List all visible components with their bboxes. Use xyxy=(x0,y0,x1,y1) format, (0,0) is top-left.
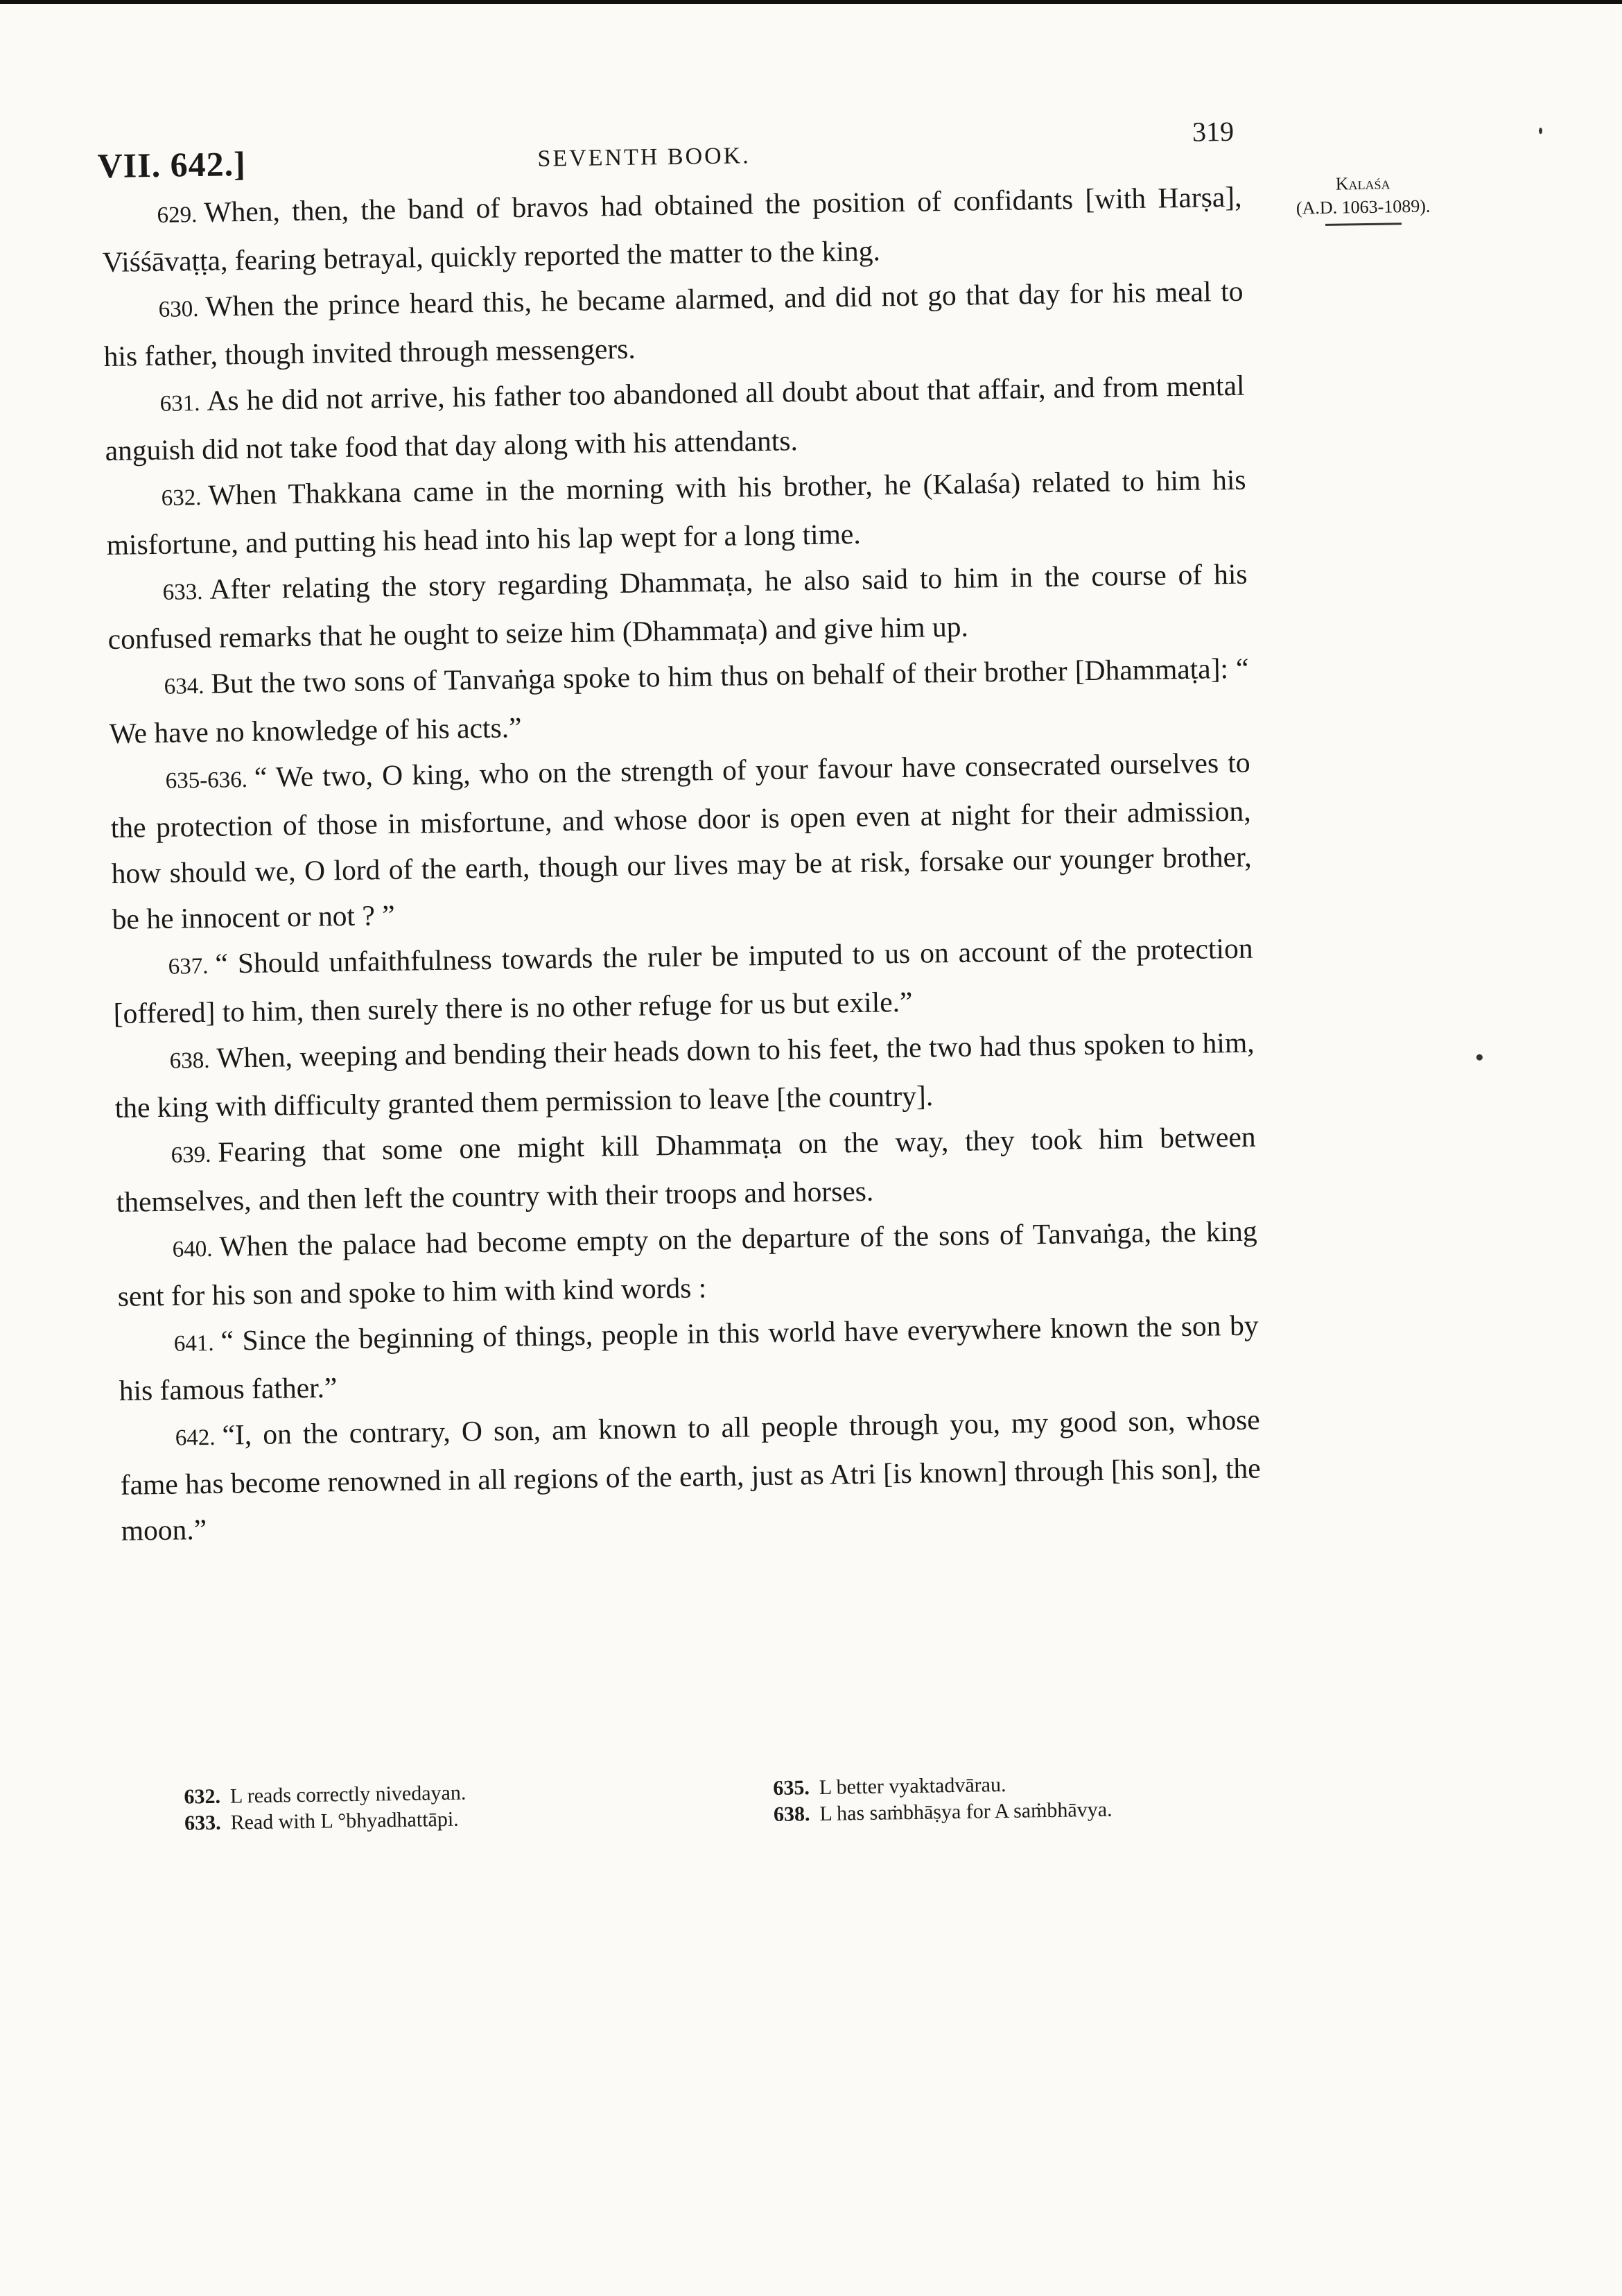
verse-number: 633. xyxy=(162,579,203,605)
verse-paragraph xyxy=(108,645,1250,756)
main-text xyxy=(101,174,1262,1554)
footnote-number: 632. xyxy=(184,1784,221,1809)
footnote-text: L has saṁbhāṣya for A saṁbhāvya. xyxy=(819,1798,1113,1825)
scan-speck xyxy=(1539,128,1542,134)
verse-text: Fearing that some one might kill Dhammaṭa on the way, they took him between themselves, and then left the country with their troops and horses. xyxy=(116,1120,1256,1218)
scan-speck xyxy=(1476,1054,1483,1061)
verse-paragraph xyxy=(101,174,1243,285)
verse-number: 634. xyxy=(164,673,204,699)
verse-text: When the prince heard this, he became alarmed, and did not go that day for his meal to his father, though invited through messengers. xyxy=(103,275,1244,373)
verse-number: 637. xyxy=(168,953,209,980)
verse-paragraph xyxy=(116,1208,1258,1319)
footnote-number: 633. xyxy=(184,1811,221,1835)
verse-number: 635-636. xyxy=(165,767,248,794)
verse-number: 631. xyxy=(159,390,200,417)
verse-paragraph xyxy=(115,1114,1257,1225)
verse-text: When, weeping and bending their heads down to his feet, the two had thus spoken to him, the king with difficulty granted them permission to leave [the country]. xyxy=(114,1026,1255,1124)
sidenote-king: Kalaśa xyxy=(1335,173,1390,194)
footnotes xyxy=(184,1768,1265,1835)
verse-number: 641. xyxy=(173,1330,214,1357)
footnote-text: L reads correctly nivedayan. xyxy=(229,1781,466,1808)
verse-text: “ We two, O king, who on the strength of your favour have consecrated ourselves to the protection of those in misfortune, and whose door is open even at night for their admission, how should we, O lord of the earth, though our lives may be at risk, forsake our younger brother, be he innocent or not ? ” xyxy=(110,746,1252,935)
running-title: SEVENTH BOOK. xyxy=(537,143,751,172)
verse-text: As he did not arrive, his father too abandoned all doubt about that affair, and from mental anguish did not take food that day along with his attendants. xyxy=(105,369,1245,467)
verse-text: When, then, the band of bravos had obtained the position of confidants [with Harṣa], Viśśāvaṭṭa, fearing betrayal, quickly reported the matter to the king. xyxy=(102,180,1242,279)
verse-paragraph xyxy=(110,740,1253,942)
verse-number: 639. xyxy=(171,1142,211,1168)
footnote-number: 638. xyxy=(773,1802,810,1826)
footnote-text: Read with L °bhyadhattāpi. xyxy=(230,1807,459,1834)
verse-number: 640. xyxy=(172,1236,213,1262)
footnote-column-right xyxy=(773,1768,1300,1828)
verse-text: When Thakkana came in the morning with his brother, he (Kalaśa) related to him his misfortune, and putting his head into his lap wept for a long time. xyxy=(106,463,1246,562)
verse-text: When the palace had become empty on the departure of the sons of Tanvaṅga, the king sent for his son and spoke to him with kind words : xyxy=(117,1215,1257,1312)
verse-paragraph xyxy=(103,268,1244,379)
verse-number: 630. xyxy=(158,297,199,322)
verse-number: 629. xyxy=(157,202,198,228)
verse-paragraph xyxy=(105,457,1247,568)
verse-paragraph xyxy=(104,363,1246,473)
section-reference: VII. 642.] xyxy=(97,144,247,186)
verse-paragraph xyxy=(118,1302,1259,1413)
verse-text: “ Since the beginning of things, people in this world have everywhere known the son by his famous father.” xyxy=(119,1309,1259,1407)
footnote-text: L better vyaktadvārau. xyxy=(819,1773,1006,1799)
verse-paragraph xyxy=(112,925,1254,1036)
verse-paragraph xyxy=(107,551,1248,662)
verse-text: After relating the story regarding Dhammaṭa, he also said to him in the course of his confused remarks that he ought to seize him (Dhammaṭa) and give him up. xyxy=(107,557,1248,655)
sidenote-rule xyxy=(1325,223,1402,226)
margin-sidenote xyxy=(1262,171,1464,227)
verse-number: 632. xyxy=(161,485,202,511)
sidenote-dates: (A.D. 1063-1089). xyxy=(1296,195,1431,218)
verse-text: But the two sons of Tanvaṅga spoke to him thus on behalf of their brother [Dhammaṭa]: “ We have no knowledge of his acts.” xyxy=(109,652,1249,749)
footnote-number: 635. xyxy=(773,1776,810,1800)
verse-paragraph xyxy=(114,1020,1255,1131)
footnote-column-left xyxy=(184,1776,711,1836)
verse-text: “I, on the contrary, O son, am known to all people through you, my good son, whose fame has become renowned in all regions of the earth, just as Atri [is known] through [his son], the moon.” xyxy=(120,1403,1261,1547)
page-number: 319 xyxy=(1192,115,1235,148)
verse-number: 638. xyxy=(169,1047,210,1074)
verse-number: 642. xyxy=(175,1425,216,1451)
verse-text: “ Should unfaithfulness towards the ruler be imputed to us on account of the protection [offered] to him, then surely there is no other refuge for us but exile.” xyxy=(113,932,1253,1029)
verse-paragraph xyxy=(119,1396,1262,1553)
